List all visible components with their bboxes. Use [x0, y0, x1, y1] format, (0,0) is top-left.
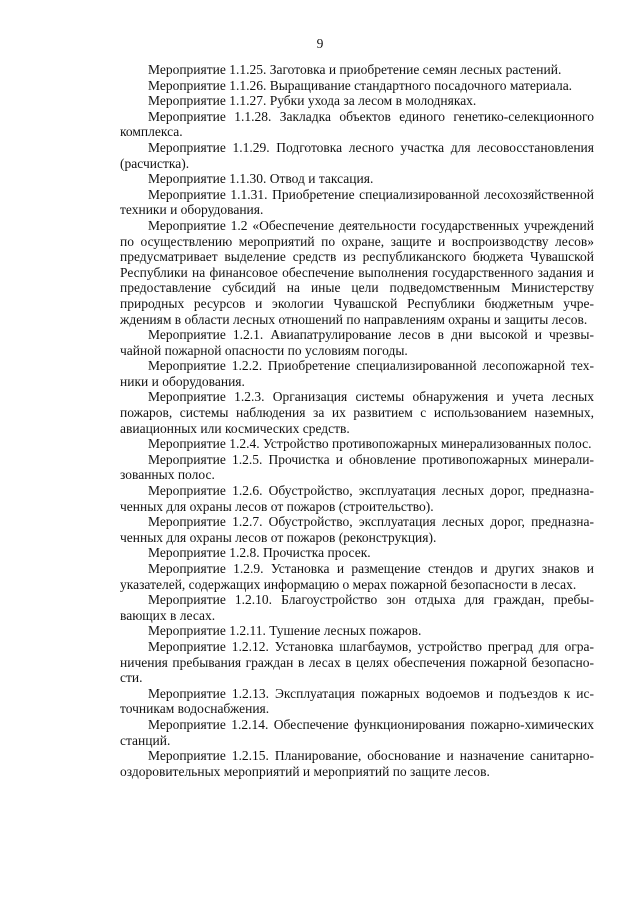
paragraph: Мероприятие 1.2.9. Установка и размещение стендов и других знаков и указателей, содержащих информацию о мерах пожарной безопасности в лесах.: [120, 561, 594, 592]
paragraph: Мероприятие 1.1.28. Закладка объектов единого генетико-селекционного комплекса.: [120, 108, 594, 140]
paragraph: Мероприятие 1.2.1. Авиапатрулирование лесов в дни высокой и чрезвычайной пожарной опасности по условиям погоды.: [120, 327, 594, 358]
paragraph: Мероприятие 1.2.12. Установка шлагбаумов, устройство преград для ограничения пребывания граждан в лесах в целях обеспечения пожарной безопасности.: [120, 638, 594, 686]
paragraph: Мероприятие 1.2.6. Обустройство, эксплуатация лесных дорог, предназначенных для охраны лесов от пожаров (строительство).: [120, 483, 594, 514]
paragraph: Мероприятие 1.2.11. Тушение лесных пожаров.: [148, 623, 422, 639]
paragraph: Мероприятие 1.2.3. Организация системы обнаружения и учета лесных пожаров, системы наблюдения за их развитием с использованием наземных, авиационных или космических средств.: [120, 389, 594, 436]
paragraph: Мероприятие 1.2.14. Обеспечение функционирования пожарно-химических станций.: [120, 716, 594, 748]
paragraph: Мероприятие 1.1.26. Выращивание стандартного посадочного материала.: [148, 77, 573, 93]
paragraph: Мероприятие 1.1.30. Отвод и таксация.: [148, 171, 374, 187]
paragraph: Мероприятие 1.2.5. Прочистка и обновление противопожарных минерализованных полос.: [120, 451, 594, 483]
paragraph: Мероприятие 1.2.4. Устройство противопожарных минерализованных полос.: [148, 436, 592, 452]
paragraph: Мероприятие 1.1.25. Заготовка и приобретение семян лесных растений.: [148, 62, 562, 77]
paragraph: Мероприятие 1.2.15. Планирование, обоснование и назначение санитарно-оздоровительных мероприятий и мероприятий по защите лесов.: [120, 748, 594, 779]
page-number: 9: [316, 36, 324, 51]
paragraph: Мероприятие 1.1.27. Рубки ухода за лесом в молодняках.: [148, 93, 477, 109]
paragraph: Мероприятие 1.2 «Обеспечение деятельности государственных учреждений по осуществлению мероприятий по охране, защите и воспроизводству лесов» предусматривает выделение средств из республиканского бюджета Чувашской Республики на финансовое обеспечение выполнения государственного задания и предоставление субсидий на иные цели подведомственным Министерству природных ресурсов и экологии Чувашской Республики бюджетным учреждениям в области лесных отношений по направлениям охраны и защиты лесов.: [120, 217, 594, 327]
paragraph: Мероприятие 1.2.2. Приобретение специализированной лесопожарной техники и оборудования.: [120, 358, 594, 389]
paragraph: Мероприятие 1.2.7. Обустройство, эксплуатация лесных дорог, предназначенных для охраны лесов от пожаров (реконструкция).: [120, 514, 594, 545]
paragraph: Мероприятие 1.2.10. Благоустройство зон отдыха для граждан, пребывающих в лесах.: [120, 592, 594, 623]
paragraph: Мероприятие 1.2.8. Прочистка просек.: [148, 545, 371, 561]
document-body: [120, 62, 594, 779]
paragraph: Мероприятие 1.1.31. Приобретение специализированной лесохозяйственной техники и оборудования.: [120, 186, 594, 218]
paragraph: Мероприятие 1.1.29. Подготовка лесного участка для лесовосстановления (расчистка).: [120, 139, 594, 171]
paragraph: Мероприятие 1.2.13. Эксплуатация пожарных водоемов и подъездов к источникам водоснабжения.: [120, 685, 594, 717]
